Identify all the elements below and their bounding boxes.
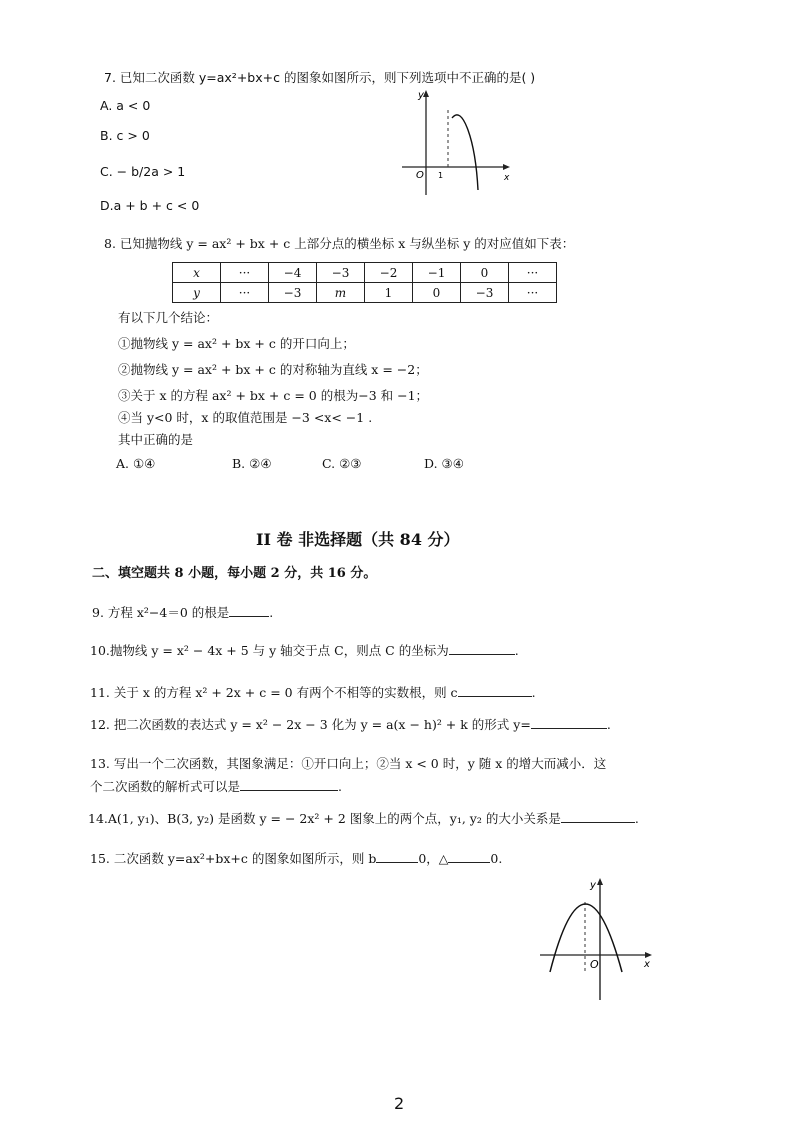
q7-y-axis-label: y (418, 90, 424, 101)
q15-y-axis-label: y (590, 880, 596, 891)
q12: 12. 把二次函数的表达式 y = x² − 2x − 3 化为 y = a(x − h)² + k 的形式 y= . (90, 717, 611, 732)
q10: 10.抛物线 y = x² − 4x + 5 与 y 轴交于点 C，则点 C 的坐标为 . (90, 643, 519, 658)
page-number: 2 (394, 1094, 405, 1113)
q7-parabola-graph (400, 90, 510, 200)
q11: 11. 关于 x 的方程 x² + 2x + c = 0 有两个不相等的实数根，则 c . (90, 685, 536, 700)
q12-answer-blank[interactable] (531, 716, 607, 729)
q13-line-1: 13. 写出一个二次函数，其图象满足：①开口向上；②当 x < 0 时，y 随 x 的增大而减小．这 (90, 756, 607, 771)
q7-option-d: D.a + b + c < 0 (100, 198, 200, 213)
table-row: x ··· −4 −3 −2 −1 0 ··· (173, 263, 557, 283)
q11-answer-blank[interactable] (458, 684, 532, 697)
q14: 14.A(1, y₁)、B(3, y₂) 是函数 y = − 2x² + 2 图象上的两个点，y₁, y₂ 的大小关系是 . (88, 811, 639, 826)
q7-option-a: A. a < 0 (100, 98, 151, 113)
q8-conclusion-3: ③关于 x 的方程 ax² + bx + c = 0 的根为−3 和 −1； (118, 388, 429, 403)
section-2-title: II 卷 非选择题（共 84 分） (256, 530, 460, 549)
q8-question: 其中正确的是 (118, 432, 194, 447)
q10-answer-blank[interactable] (449, 642, 515, 655)
q8-conclusion-1: ①抛物线 y = ax² + bx + c 的开口向上； (118, 336, 355, 351)
q7-option-b: B. c > 0 (100, 128, 150, 143)
q8-stem: 8. 已知抛物线 y = ax² + bx + c 上部分点的横坐标 x 与纵坐标 y 的对应值如下表： (104, 236, 575, 251)
q13-line-2: 个二次函数的解析式可以是 . (90, 779, 342, 794)
q8-option-a: A. ①④ (116, 456, 156, 471)
q15-parabola-graph (538, 876, 658, 1000)
q9: 9. 方程 x²−4＝0 的根是 . (92, 605, 274, 620)
q9-answer-blank[interactable] (229, 604, 269, 617)
q15: 15. 二次函数 y=ax²+bx+c 的图象如图所示，则 b 0，△ 0. (90, 851, 503, 866)
q8-intro: 有以下几个结论： (118, 310, 219, 325)
q7-x-axis-label: x (504, 173, 510, 183)
q14-answer-blank[interactable] (561, 810, 635, 823)
q15-origin-label: O (590, 958, 599, 971)
section-2-subtitle: 二、填空题共 8 小题，每小题 2 分，共 16 分。 (92, 566, 377, 581)
q8-conclusion-4: ④当 y<0 时，x 的取值范围是 −3 <x< −1 . (118, 410, 373, 425)
q7-stem: 7. 已知二次函数 y=ax²+bx+c 的图象如图所示，则下列选项中不正确的是( ) (104, 70, 536, 85)
q8-option-d: D. ③④ (424, 456, 464, 471)
q8-option-c: C. ②③ (322, 456, 362, 471)
q7-origin-label: O (416, 170, 424, 181)
q15-b-answer-blank[interactable] (376, 850, 418, 863)
table-row: y ··· −3 m 1 0 −3 ··· (173, 283, 557, 303)
q7-option-c: C. − b/2a > 1 (100, 164, 186, 179)
q8-value-table (172, 262, 557, 303)
q7-tick-label: 1 (438, 171, 444, 180)
q8-option-b: B. ②④ (232, 456, 272, 471)
q15-x-axis-label: x (644, 959, 650, 970)
q13-answer-blank[interactable] (240, 778, 338, 791)
q15-delta-answer-blank[interactable] (448, 850, 490, 863)
q8-conclusion-2: ②抛物线 y = ax² + bx + c 的对称轴为直线 x = −2； (118, 362, 428, 377)
